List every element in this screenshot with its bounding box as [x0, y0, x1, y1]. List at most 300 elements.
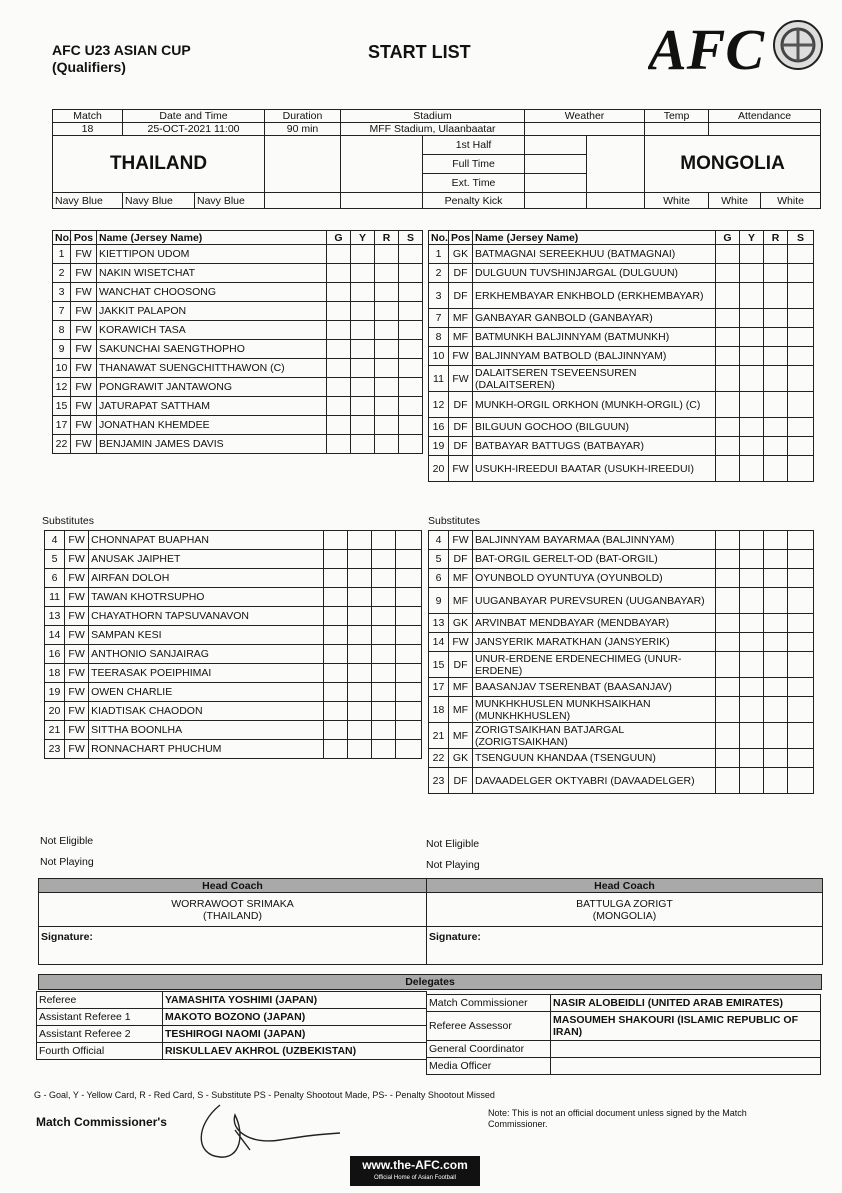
- goal-cell: [327, 416, 351, 435]
- substitute-cell: [788, 283, 814, 309]
- player-number: 18: [429, 697, 449, 723]
- player-name: MUNKH-ORGIL ORKHON (MUNKH-ORGIL) (C): [473, 392, 716, 418]
- red-card-cell: [375, 378, 399, 397]
- goal-cell: [716, 531, 740, 550]
- col-no: No.: [429, 231, 449, 245]
- player-number: 15: [53, 397, 71, 416]
- delegate-name: RISKULLAEV AKHROL (UZBEKISTAN): [163, 1043, 427, 1060]
- substitute-cell: [788, 347, 814, 366]
- red-card-cell: [764, 264, 788, 283]
- red-card-cell: [764, 614, 788, 633]
- player-name: OWEN CHARLIE: [89, 683, 324, 702]
- player-number: 7: [53, 302, 71, 321]
- player-position: FW: [71, 397, 97, 416]
- player-position: MF: [449, 588, 473, 614]
- table-row: [429, 328, 814, 347]
- goal-cell: [327, 302, 351, 321]
- player-name: WANCHAT CHOOSONG: [97, 283, 327, 302]
- delegate-name: NASIR ALOBEIDLI (UNITED ARAB EMIRATES): [551, 995, 821, 1012]
- document-title: START LIST: [368, 42, 471, 62]
- table-row: [429, 264, 814, 283]
- goal-cell: [716, 366, 740, 392]
- player-name: JONATHAN KHEMDEE: [97, 416, 327, 435]
- table-row: [429, 392, 814, 418]
- red-card-cell: [764, 652, 788, 678]
- goal-cell: [327, 340, 351, 359]
- player-name: KIETTIPON UDOM: [97, 245, 327, 264]
- player-position: DF: [449, 550, 473, 569]
- afc-logo: [648, 15, 828, 77]
- home-kit-shirt: Navy Blue: [53, 193, 123, 209]
- red-card-cell: [375, 245, 399, 264]
- period-first-half: 1st Half: [423, 136, 525, 155]
- away-head-coach-label: Head Coach: [427, 879, 823, 893]
- substitute-cell: [788, 569, 814, 588]
- away-not-eligible: Not Eligible: [426, 838, 480, 850]
- player-name: DULGUUN TUVSHINJARGAL (DULGUUN): [473, 264, 716, 283]
- player-number: 2: [429, 264, 449, 283]
- table-row: [429, 614, 814, 633]
- red-card-cell: [371, 607, 395, 626]
- player-position: FW: [65, 740, 89, 759]
- table-row: [53, 378, 423, 397]
- red-card-cell: [375, 283, 399, 302]
- goal-cell: [327, 435, 351, 454]
- player-position: FW: [71, 378, 97, 397]
- away-head-coach-name: BATTULGA ZORIGT: [576, 897, 673, 910]
- substitute-cell: [395, 664, 421, 683]
- player-name: UUGANBAYAR PUREVSUREN (UUGANBAYAR): [473, 588, 716, 614]
- delegate-row: [37, 992, 427, 1009]
- red-card-cell: [371, 531, 395, 550]
- player-number: 8: [429, 328, 449, 347]
- attendance-value: [709, 123, 821, 136]
- home-substitutes-label: Substitutes: [42, 515, 94, 527]
- table-row: [429, 347, 814, 366]
- player-position: FW: [65, 531, 89, 550]
- yellow-card-cell: [740, 283, 764, 309]
- red-card-cell: [375, 359, 399, 378]
- delegate-name: TESHIROGI NAOMI (JAPAN): [163, 1026, 427, 1043]
- player-number: 5: [429, 550, 449, 569]
- player-number: 9: [53, 340, 71, 359]
- player-position: MF: [449, 328, 473, 347]
- player-position: GK: [449, 749, 473, 768]
- goal-cell: [716, 569, 740, 588]
- substitute-cell: [788, 652, 814, 678]
- yellow-card-cell: [347, 531, 371, 550]
- player-name: JAKKIT PALAPON: [97, 302, 327, 321]
- substitute-cell: [395, 645, 421, 664]
- home-kit-shorts: Navy Blue: [123, 193, 195, 209]
- player-position: DF: [449, 264, 473, 283]
- table-row: [429, 283, 814, 309]
- goal-cell: [716, 697, 740, 723]
- substitute-cell: [395, 531, 421, 550]
- player-position: FW: [449, 456, 473, 482]
- player-number: 16: [429, 418, 449, 437]
- commissioner-label: Match Commissioner's: [36, 1115, 167, 1129]
- player-position: DF: [449, 418, 473, 437]
- goal-cell: [716, 283, 740, 309]
- red-card-cell: [375, 397, 399, 416]
- substitute-cell: [395, 607, 421, 626]
- goal-cell: [716, 768, 740, 794]
- delegate-role: Referee Assessor: [427, 1012, 551, 1041]
- col-no: No.: [53, 231, 71, 245]
- yellow-card-cell: [351, 435, 375, 454]
- goal-cell: [327, 397, 351, 416]
- delegate-row: [37, 1026, 427, 1043]
- player-name: JATURAPAT SATTHAM: [97, 397, 327, 416]
- yellow-card-cell: [347, 588, 371, 607]
- away-not-playing: Not Playing: [426, 859, 480, 871]
- player-name: CHONNAPAT BUAPHAN: [89, 531, 324, 550]
- yellow-card-cell: [740, 366, 764, 392]
- delegate-role: Referee: [37, 992, 163, 1009]
- table-row: [429, 550, 814, 569]
- player-number: 13: [429, 614, 449, 633]
- goal-cell: [716, 614, 740, 633]
- duration-label: Duration: [265, 110, 341, 123]
- table-row: [53, 245, 423, 264]
- delegate-row: [37, 1043, 427, 1060]
- goal-cell: [716, 347, 740, 366]
- substitute-cell: [788, 328, 814, 347]
- player-name: BALJINNYAM BAYARMAA (BALJINNYAM): [473, 531, 716, 550]
- player-number: 5: [45, 550, 65, 569]
- col-goal: G: [327, 231, 351, 245]
- player-name: BATMUNKH BALJINNYAM (BATMUNKH): [473, 328, 716, 347]
- yellow-card-cell: [347, 550, 371, 569]
- player-name: USUKH-IREEDUI BAATAR (USUKH-IREEDUI): [473, 456, 716, 482]
- table-row: [45, 569, 422, 588]
- delegate-row: [427, 1012, 821, 1041]
- player-number: 21: [45, 721, 65, 740]
- player-number: 11: [45, 588, 65, 607]
- table-row: [45, 702, 422, 721]
- red-card-cell: [371, 550, 395, 569]
- player-name: OYUNBOLD OYUNTUYA (OYUNBOLD): [473, 569, 716, 588]
- goal-cell: [716, 456, 740, 482]
- substitute-cell: [788, 456, 814, 482]
- player-position: FW: [449, 366, 473, 392]
- player-name: PONGRAWIT JANTAWONG: [97, 378, 327, 397]
- away-coach-signature-field: Signature:: [427, 927, 823, 965]
- player-position: DF: [449, 283, 473, 309]
- home-coach-signature-field: Signature:: [39, 927, 427, 965]
- player-name: BILGUUN GOCHOO (BILGUUN): [473, 418, 716, 437]
- player-name: ARVINBAT MENDBAYAR (MENDBAYAR): [473, 614, 716, 633]
- delegate-name: MAKOTO BOZONO (JAPAN): [163, 1009, 427, 1026]
- col-name: Name (Jersey Name): [473, 231, 716, 245]
- away-kit-shorts: White: [709, 193, 761, 209]
- yellow-card-cell: [351, 283, 375, 302]
- col-sub: S: [788, 231, 814, 245]
- table-row: [429, 723, 814, 749]
- table-row: [429, 456, 814, 482]
- player-position: FW: [449, 347, 473, 366]
- substitute-cell: [399, 416, 423, 435]
- col-pos: Pos: [449, 231, 473, 245]
- player-number: 23: [429, 768, 449, 794]
- yellow-card-cell: [347, 702, 371, 721]
- player-number: 12: [429, 392, 449, 418]
- red-card-cell: [371, 569, 395, 588]
- player-number: 1: [53, 245, 71, 264]
- table-row: [53, 302, 423, 321]
- away-team-name: MONGOLIA: [645, 136, 821, 193]
- red-card-cell: [371, 683, 395, 702]
- delegate-role: Assistant Referee 1: [37, 1009, 163, 1026]
- table-row: [45, 740, 422, 759]
- substitute-cell: [399, 340, 423, 359]
- red-card-cell: [764, 437, 788, 456]
- delegate-name: [551, 1041, 821, 1058]
- yellow-card-cell: [740, 264, 764, 283]
- away-kit-socks: White: [761, 193, 821, 209]
- yellow-card-cell: [740, 633, 764, 652]
- player-position: DF: [449, 652, 473, 678]
- competition-name: AFC U23 ASIAN CUP: [52, 42, 191, 58]
- player-name: RONNACHART PHUCHUM: [89, 740, 324, 759]
- yellow-card-cell: [740, 749, 764, 768]
- player-position: FW: [71, 359, 97, 378]
- yellow-card-cell: [740, 723, 764, 749]
- player-number: 23: [45, 740, 65, 759]
- substitute-cell: [788, 614, 814, 633]
- commissioner-signature: [190, 1095, 350, 1165]
- red-card-cell: [764, 347, 788, 366]
- red-card-cell: [764, 418, 788, 437]
- substitute-cell: [395, 721, 421, 740]
- player-position: MF: [449, 309, 473, 328]
- goal-cell: [323, 740, 347, 759]
- goal-cell: [327, 359, 351, 378]
- red-card-cell: [371, 588, 395, 607]
- goal-cell: [716, 749, 740, 768]
- head-coach-table: [38, 878, 823, 965]
- table-row: [53, 321, 423, 340]
- red-card-cell: [764, 245, 788, 264]
- delegate-name: YAMASHITA YOSHIMI (JAPAN): [163, 992, 427, 1009]
- match-label: Match: [53, 110, 123, 123]
- player-number: 20: [45, 702, 65, 721]
- yellow-card-cell: [351, 416, 375, 435]
- weather-value: [525, 123, 645, 136]
- goal-cell: [323, 702, 347, 721]
- yellow-card-cell: [740, 768, 764, 794]
- player-number: 8: [53, 321, 71, 340]
- goal-cell: [323, 645, 347, 664]
- table-row: [429, 697, 814, 723]
- substitute-cell: [788, 309, 814, 328]
- substitute-cell: [399, 397, 423, 416]
- goal-cell: [323, 721, 347, 740]
- red-card-cell: [764, 569, 788, 588]
- substitute-cell: [399, 321, 423, 340]
- red-card-cell: [375, 302, 399, 321]
- red-card-cell: [764, 283, 788, 309]
- player-position: FW: [65, 702, 89, 721]
- player-name: TSENGUUN KHANDAA (TSENGUUN): [473, 749, 716, 768]
- substitute-cell: [788, 588, 814, 614]
- table-row: [45, 588, 422, 607]
- yellow-card-cell: [740, 309, 764, 328]
- player-number: 10: [429, 347, 449, 366]
- player-name: DALAITSEREN TSEVEENSUREN (DALAITSEREN): [473, 366, 716, 392]
- player-number: 18: [45, 664, 65, 683]
- temp-value: [645, 123, 709, 136]
- website-tagline: Official Home of Asian Football: [374, 1175, 456, 1181]
- substitute-cell: [399, 359, 423, 378]
- player-position: FW: [71, 302, 97, 321]
- yellow-card-cell: [740, 392, 764, 418]
- player-position: FW: [65, 645, 89, 664]
- goal-cell: [716, 652, 740, 678]
- player-number: 14: [429, 633, 449, 652]
- yellow-card-cell: [351, 245, 375, 264]
- yellow-card-cell: [740, 456, 764, 482]
- col-goal: G: [716, 231, 740, 245]
- red-card-cell: [371, 740, 395, 759]
- away-kit-shirt: White: [645, 193, 709, 209]
- player-position: MF: [449, 569, 473, 588]
- yellow-card-cell: [740, 418, 764, 437]
- player-position: MF: [449, 697, 473, 723]
- goal-cell: [716, 678, 740, 697]
- goal-cell: [716, 437, 740, 456]
- red-card-cell: [764, 456, 788, 482]
- yellow-card-cell: [347, 607, 371, 626]
- table-row: [429, 418, 814, 437]
- delegates-left-table: [36, 991, 427, 1060]
- substitute-cell: [395, 626, 421, 645]
- goal-cell: [327, 264, 351, 283]
- yellow-card-cell: [351, 340, 375, 359]
- goal-cell: [327, 321, 351, 340]
- red-card-cell: [764, 550, 788, 569]
- stadium-label: Stadium: [341, 110, 525, 123]
- table-row: [45, 550, 422, 569]
- player-position: FW: [65, 550, 89, 569]
- red-card-cell: [375, 435, 399, 454]
- substitute-cell: [788, 768, 814, 794]
- competition-title: [52, 42, 191, 76]
- yellow-card-cell: [351, 302, 375, 321]
- table-row: [429, 768, 814, 794]
- player-number: 4: [45, 531, 65, 550]
- red-card-cell: [371, 645, 395, 664]
- home-not-eligible: Not Eligible: [40, 835, 94, 847]
- table-row: [429, 531, 814, 550]
- yellow-card-cell: [347, 569, 371, 588]
- substitute-cell: [395, 550, 421, 569]
- delegate-row: [427, 1041, 821, 1058]
- substitute-cell: [399, 283, 423, 302]
- substitute-cell: [788, 697, 814, 723]
- col-red: R: [764, 231, 788, 245]
- yellow-card-cell: [740, 678, 764, 697]
- player-name: KIADTISAK CHAODON: [89, 702, 324, 721]
- yellow-card-cell: [351, 378, 375, 397]
- delegates-header: [38, 974, 822, 990]
- delegates-label: Delegates: [39, 975, 822, 990]
- yellow-card-cell: [351, 321, 375, 340]
- goal-cell: [327, 378, 351, 397]
- yellow-card-cell: [347, 626, 371, 645]
- red-card-cell: [764, 588, 788, 614]
- delegate-row: [427, 995, 821, 1012]
- yellow-card-cell: [740, 347, 764, 366]
- player-name: SITTHA BOONLHA: [89, 721, 324, 740]
- yellow-card-cell: [351, 359, 375, 378]
- player-position: DF: [449, 437, 473, 456]
- delegate-name: MASOUMEH SHAKOURI (ISLAMIC REPUBLIC OF IRAN): [551, 1012, 821, 1041]
- substitute-cell: [395, 702, 421, 721]
- temp-label: Temp: [645, 110, 709, 123]
- yellow-card-cell: [740, 614, 764, 633]
- goal-cell: [716, 264, 740, 283]
- player-name: DAVAADELGER OKTYABRI (DAVAADELGER): [473, 768, 716, 794]
- red-card-cell: [764, 697, 788, 723]
- table-row: [53, 264, 423, 283]
- home-starters-table: [52, 230, 423, 454]
- goal-cell: [716, 328, 740, 347]
- yellow-card-cell: [740, 569, 764, 588]
- table-row: [429, 652, 814, 678]
- yellow-card-cell: [347, 740, 371, 759]
- table-row: [45, 531, 422, 550]
- player-number: 7: [429, 309, 449, 328]
- player-position: FW: [449, 531, 473, 550]
- player-position: FW: [71, 245, 97, 264]
- away-substitutes-label: Substitutes: [428, 515, 480, 527]
- player-position: FW: [65, 569, 89, 588]
- date-time-label: Date and Time: [123, 110, 265, 123]
- substitute-cell: [395, 588, 421, 607]
- player-name: SAKUNCHAI SAENGTHOPHO: [97, 340, 327, 359]
- yellow-card-cell: [740, 437, 764, 456]
- player-name: CHAYATHORN TAPSUVANAVON: [89, 607, 324, 626]
- table-row: [429, 678, 814, 697]
- substitute-cell: [788, 245, 814, 264]
- home-subs-table: [44, 530, 422, 759]
- player-position: FW: [65, 721, 89, 740]
- player-name: BAASANJAV TSERENBAT (BAASANJAV): [473, 678, 716, 697]
- yellow-card-cell: [740, 588, 764, 614]
- col-sub: S: [399, 231, 423, 245]
- player-position: FW: [71, 283, 97, 302]
- player-name: TAWAN KHOTRSUPHO: [89, 588, 324, 607]
- delegate-role: Match Commissioner: [427, 995, 551, 1012]
- substitute-cell: [395, 683, 421, 702]
- player-name: UNUR-ERDENE ERDENECHIMEG (UNUR-ERDENE): [473, 652, 716, 678]
- player-number: 10: [53, 359, 71, 378]
- col-name: Name (Jersey Name): [97, 231, 327, 245]
- attendance-label: Attendance: [709, 110, 821, 123]
- substitute-cell: [788, 392, 814, 418]
- table-row: [45, 683, 422, 702]
- player-number: 15: [429, 652, 449, 678]
- yellow-card-cell: [351, 264, 375, 283]
- substitute-cell: [788, 678, 814, 697]
- substitute-cell: [788, 437, 814, 456]
- yellow-card-cell: [740, 652, 764, 678]
- player-position: GK: [449, 614, 473, 633]
- table-row: [429, 569, 814, 588]
- red-card-cell: [764, 366, 788, 392]
